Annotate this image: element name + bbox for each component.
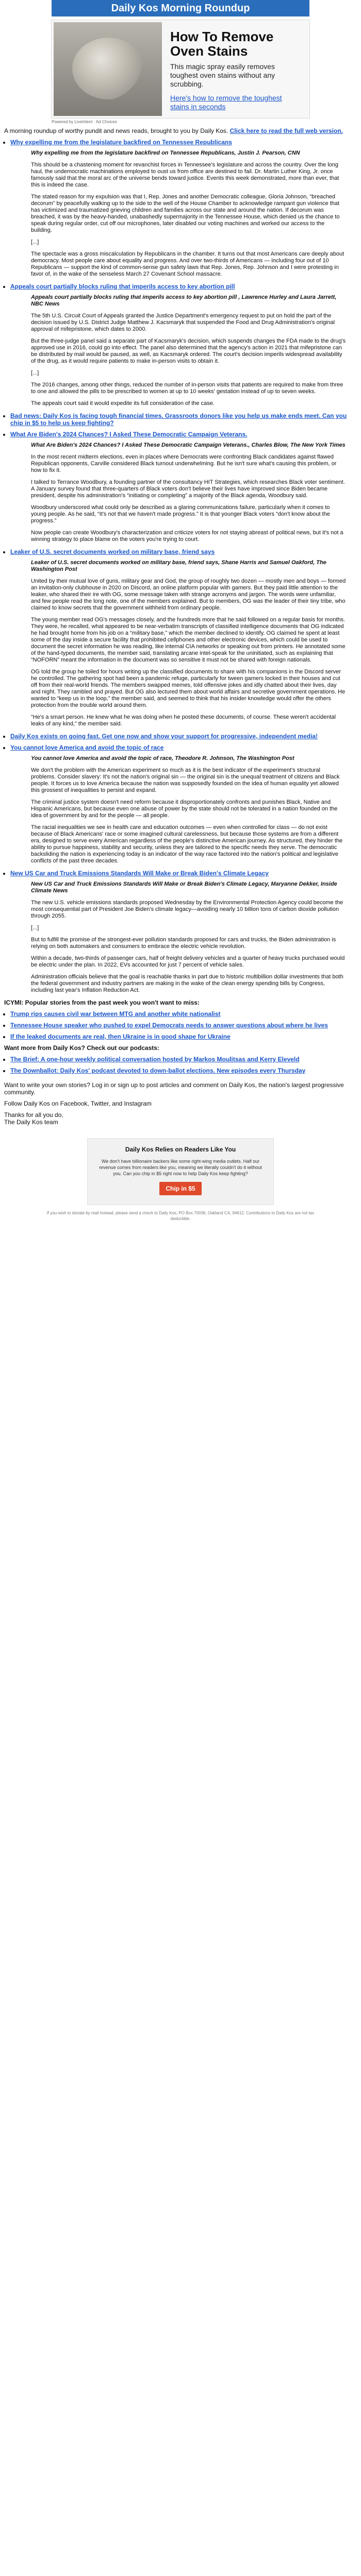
icymi-link[interactable]: Tennessee House speaker who pushed to expel Democrats needs to answer questions about where he lives xyxy=(10,1022,328,1029)
story-paragraph: But the three-judge panel said a separate part of Kacsmaryk's decision, which suspends changes the FDA made to the drug's approved use in 2016, could go into effect. The panel also determined that the agency's action in 2021 that mifepristone can be distributed by mail would be paused, as well, as Kacsmaryk ordered. The court's decision imperils widespread availability of the drug, as it would require patients to make in-person visits to obtain it. xyxy=(31,338,346,364)
support-box xyxy=(87,1138,274,1205)
story-paragraph: The 5th U.S. Circuit Court of Appeals granted the Justice Department's emergency request to put on hold the part of the decision issued by U.S. District Judge Matthew J. Kacsmaryk that suspended the Food and Drug Administration's original approval of mifepristone, which dates to 2000. xyxy=(31,313,335,332)
story-excerpt xyxy=(31,755,347,865)
story-paragraph: The stated reason for my expulsion was that I, Rep. Jones and another Democratic colleague, Gloria Johnson, “breached decorum” by peacefully walking up to the side to the well of the House Chamber to acknowledge rampant gun violence that has victimized and traumatized grieving children and families across our state and around the nation. If decorum was breached, it was by the heavy-handed, unabashedly supermajority in the Tennessee House, which denied us the chance to speak during regular order, cut off our microphones, later disabled our voting machines and worked our access to the building. xyxy=(31,194,340,233)
story-list xyxy=(0,139,361,994)
story-paragraph: “He's a smart person. He knew what he was doing when he posted these documents, of course. These weren't accidental leaks of any kind,” the member said. xyxy=(31,714,336,727)
story-excerpt xyxy=(31,560,347,727)
story-paragraph: The new U.S. vehicle emissions standards proposed Wednesday by the Environmental Protection Agency could become the most consequential part of President Joe Biden's climate legacy—avoiding nearly 10 billion tons of carbon dioxide pollution through 2055. xyxy=(31,900,343,919)
story-paragraph: Within a decade, two-thirds of passenger cars, half of freight delivery vehicles and a quarter of heavy trucks purchased would be electric under the plan. In 2022, EVs accounted for just 7 percent of vehicle sales. xyxy=(31,955,345,968)
story-heading: New US Car and Truck Emissions Standards Will Make or Break Biden's Climate Legacy, Maryanne Dekker, Inside Climate News xyxy=(31,881,337,894)
story-paragraph: The appeals court said it would expedite its full consideration of the case. xyxy=(31,400,215,406)
story-paragraph: Now people can create Woodbury's characterization and criticize voters for not staying abreast of political news, but it's not a winning strategy to place blame on the voters you're trying to court. xyxy=(31,530,343,543)
story-paragraph: This should be a chastening moment for revanchist forces in Tennessee's legislature and across the country. Over the long haul, the undemocratic machinations employed to oust us from office are destined to fail. Dr. Martin Luther King, Jr. once famously said that the moral arc of the universe bends toward justice. Events this week demonstrated, more than ever, that this is indeed the case. xyxy=(31,162,339,188)
podcast-item xyxy=(10,1067,361,1074)
support-body: We don't have billionaire backers like some right-wing media outlets. Half our revenue comes from readers like you, meaning we literally couldn't do it without you. Can you chip in $5 right now to help Daily Kos keep fighting? xyxy=(99,1159,262,1176)
story-paragraph: The 2016 changes, among other things, reduced the number of in-person visits that patients are required to make from three to one and allowed the pills to be prescribed to women at up to 10 weeks' gestation instead of up to seven weeks. xyxy=(31,382,343,395)
story-excerpt xyxy=(31,150,347,278)
story-link[interactable]: Leaker of U.S. secret documents worked on military base, friend says xyxy=(10,548,215,555)
story-item xyxy=(10,744,361,865)
podcasts-heading: Want more from Daily Kos? Check out our podcasts: xyxy=(4,1044,159,1052)
story-paragraph: [...] xyxy=(31,370,39,376)
story-excerpt xyxy=(31,442,347,543)
story-link[interactable]: New US Car and Truck Emissions Standards Will Make or Break Biden's Climate Legacy xyxy=(10,870,269,877)
icymi-item xyxy=(10,1033,361,1040)
intro-text: A morning roundup of worthy pundit and news reads, brought to you by Daily Kos. xyxy=(4,127,228,134)
story-link[interactable]: Appeals court partially blocks ruling that imperils access to key abortion pill xyxy=(10,283,235,290)
story-item xyxy=(10,412,361,427)
story-link[interactable]: You cannot love America and avoid the topic of race xyxy=(10,744,164,751)
closing xyxy=(4,1081,357,1126)
web-version-link[interactable]: Click here to read the full web version. xyxy=(229,127,343,134)
story-paragraph: The criminal justice system doesn't need reform because it disproportionately confronts and punishes Black, Native and Hispanic Americans, but because even one abuse of power by the state should not be tolerated in a nation founded on the idea of government by and for the people — all people. xyxy=(31,799,338,819)
story-item xyxy=(10,431,361,543)
chip-in-button[interactable]: Chip in $5 xyxy=(159,1182,201,1195)
newsletter-title: Daily Kos Morning Roundup xyxy=(52,0,309,16)
ad-image[interactable] xyxy=(54,22,162,116)
icymi-link[interactable]: Trump rips causes civil war between MTG and another white nationalist xyxy=(10,1010,221,1018)
ad-link[interactable]: Here's how to remove the toughest stains in seconds xyxy=(170,94,282,111)
story-paragraph: The young member read OG's messages closely, and the hundreds more that he said followed on a regular basis for months. They were, he recalled, what appeared to be near-verbatim transcripts of classified intelligence documents that OG indicated he had brought home from his job on a “military base,” which the member declined to identify. OG claimed he spent at least some of the day inside a secure facility that prohibited cellphones and other electronic devices, which could be used to document the secret information he was reading, like internal CIA networks or speaking out from printers. He annotated some of the hand-typed documents, the member said, translating arcane intel-speak for the uninitiated, such as explaining that “NOFORN” meant the information in the document was so sensitive it must not be shared with foreign nationals. xyxy=(31,617,346,663)
story-item xyxy=(10,548,361,727)
ad-headline[interactable]: How To Remove Oven Stains xyxy=(170,29,274,59)
story-heading: Leaker of U.S. secret documents worked on military base, friend says, Shane Harris and Samuel Oakford, The Washington Post xyxy=(31,560,326,572)
intro xyxy=(0,127,361,134)
story-paragraph: We don't the problem with the American experiment so much as it is the best indicator of the experiment's structural problems. Consider slavery: It's not the nation's original sin — the original sin is the unequal treatment of citizens and Black people. It forces us to love America because the nation was supposedly founded on the idea of human equality yet allowed this grossest of inequalities to persist and expand. xyxy=(31,767,340,793)
story-paragraph: Woodbury underscored what could only be described as a glaring communications failure, particularly when it comes to young people. As he said, “It's not that we haven't made progress.” It is that younger Black voters “don't know about the progress.” xyxy=(31,504,330,524)
icymi-heading: ICYMI: Popular stories from the past week you won't want to miss: xyxy=(4,999,200,1006)
story-paragraph: The racial inequalities we see in health care and education outcomes — even when controlled for class — do not exist because of Black Americans' race or some imagined cultural carelessness, but because those systems are from a different era, designed to serve every American regardless of the people's distinctive American journey. As structured, they hinder the ability to pursue happiness, stability and security, unless they are tailored to the specific needs they serve. The democratic backsliding the nation is experiencing today is an indicator of the way race factored into the nation's political and legislative conflicts of the past three decades. xyxy=(31,824,343,864)
story-paragraph: [...] xyxy=(31,925,39,931)
story-item xyxy=(10,733,361,740)
ad-body: This magic spray easily removes toughest oven stains without any scrubbing. xyxy=(170,62,275,88)
podcast-link[interactable]: The Downballot: Daily Kos' podcast devoted to down-ballot elections. New episodes every Thursday xyxy=(10,1067,306,1074)
support-link[interactable]: Daily Kos exists on going fast. Get one now and show your support for progressive, independent media! xyxy=(10,733,318,740)
ad-unit[interactable] xyxy=(51,20,310,118)
story-heading: You cannot love America and avoid the topic of race, Theodore R. Johnson, The Washington Post xyxy=(31,755,294,761)
podcasts-list xyxy=(0,1056,361,1074)
ad-copy xyxy=(170,29,302,111)
story-paragraph: Administration officials believe that the goal is reachable thanks in part due to historic multibillion dollar investments that both the federal government and industry partners are making in the wake of the clean energy spending bills by Congress, including last year's Inflation Reduction Act. xyxy=(31,974,343,993)
icymi-link[interactable]: If the leaked documents are real, then Ukraine is in good shape for Ukraine xyxy=(10,1033,231,1040)
story-item xyxy=(10,283,361,407)
icymi-list xyxy=(0,1010,361,1040)
story-paragraph: But to fulfill the promise of the strongest-ever pollution standards proposed for cars and trucks, the Biden administration is relying on both automakers and consumers to embrace the electric vehicle revolution. xyxy=(31,937,336,950)
story-paragraph: In the most recent midterm elections, even in places where Democrats were confronting Black candidates against flawed Republican opponents, Carville considered Black turnout underwhelming. But he isn't sure what's causing this problem, or how to fix it. xyxy=(31,454,337,473)
closing-p1: Want to write your own stories? Log in or sign up to post articles and comment on Daily Kos, the nation's largest progressive community. xyxy=(4,1081,344,1096)
closing-p4: The Daily Kos team xyxy=(4,1118,58,1126)
story-paragraph: The spectacle was a gross miscalculation by Republicans in the chamber. It turns out that most Americans care deeply about democracy. Most people care about equality and progress. And over two-thirds of Americans — including four out of 10 Republicans — support the kind of common-sense gun safety laws that Rep. Jones, Rep. Johnson and I were protesting in favor of, in the wake of the senseless March 27 Covenant School massacre. xyxy=(31,251,344,277)
story-heading: Appeals court partially blocks ruling that imperils access to key abortion pill , Lawrence Hurley and Laura Jarrett, NBC News xyxy=(31,294,337,307)
story-link[interactable]: Why expelling me from the legislature backfired on Tennessee Republicans xyxy=(10,139,232,146)
story-paragraph: I talked to Terrance Woodbury, a founding partner of the consultancy HIT Strategies, which researches Black voter sentiment. A January survey found that three-quarters of Black voters don't believe their lives have improved since Biden became president, despite his administration's “initiating or completing” a majority of the Black agenda, Woodbury said. xyxy=(31,479,345,499)
story-item xyxy=(10,139,361,278)
story-paragraph: OG told the group he toiled for hours writing up the classified documents to share with his companions in the Discord server he controlled. The gathering spot had been a pandemic refuge, particularly for tween gamers locked in their houses and cut off from their real-world friends. The members swapped memes, told offensive jokes and idly chatted about their lives, day and night. They rambled and prayed. But OG also lectured them about world affairs and secretive government operations. He wanted to “keep us in the loop,” the member said, and seemed to think that his insider knowledge would offer the others protection from the trouble world around them. xyxy=(31,669,346,708)
closing-p2: Follow Daily Kos on Facebook, Twitter, and Instagram xyxy=(4,1100,152,1107)
story-excerpt xyxy=(31,294,347,407)
support-title: Daily Kos Relies on Readers Like You xyxy=(125,1146,236,1153)
legal-text: If you wish to donate by mail instead, please send a check to Daily Kos, PO Box 70036, Oakland CA, 94612. Contributions to Daily Kos are not tax deductible. xyxy=(46,1211,315,1221)
story-heading: What Are Biden's 2024 Chances? I Asked These Democratic Campaign Veterans., Charles Blow, The New York Times xyxy=(31,442,346,448)
story-paragraph: [...] xyxy=(31,239,39,245)
podcast-link[interactable]: The Brief: A one-hour weekly political conversation hosted by Markos Moulitsas and Kerry Eleveld xyxy=(10,1056,300,1063)
icymi-item xyxy=(10,1010,361,1018)
email-column xyxy=(0,0,361,1222)
story-heading: Why expelling me from the legislature backfired on Tennessee Republicans, Justin J. Pearson, CNN xyxy=(31,150,300,156)
story-item xyxy=(10,870,361,994)
ad-footer[interactable]: Powered by LiveIntent · Ad Choices xyxy=(52,120,117,124)
story-paragraph: United by their mutual love of guns, military gear and God, the group of roughly two dozen — mostly men and boys — formed an invitation-only clubhouse in 2020 on Discord, an online platform popular with gamers. But they paid little attention to the leaker, who shared their ire with OG, some message taken with strange acronyms and jargon. The words were unfamiliar, and few people read the long note, one of the members explained. But to members, OG was the leader of their tiny tribe, who claimed to know secrets that the government withheld from ordinary people. xyxy=(31,578,346,611)
closing-p3: Thanks for all you do, xyxy=(4,1111,63,1118)
podcast-item xyxy=(10,1056,361,1063)
story-excerpt xyxy=(31,881,347,994)
story-link[interactable]: What Are Biden's 2024 Chances? I Asked These Democratic Campaign Veterans. xyxy=(10,431,248,438)
icymi-item xyxy=(10,1022,361,1029)
donate-link[interactable]: Bad news: Daily Kos is facing tough financial times. Grassroots donors like you help us make ends meet. Can you chip in $5 to help us keep fighting? xyxy=(10,412,347,427)
